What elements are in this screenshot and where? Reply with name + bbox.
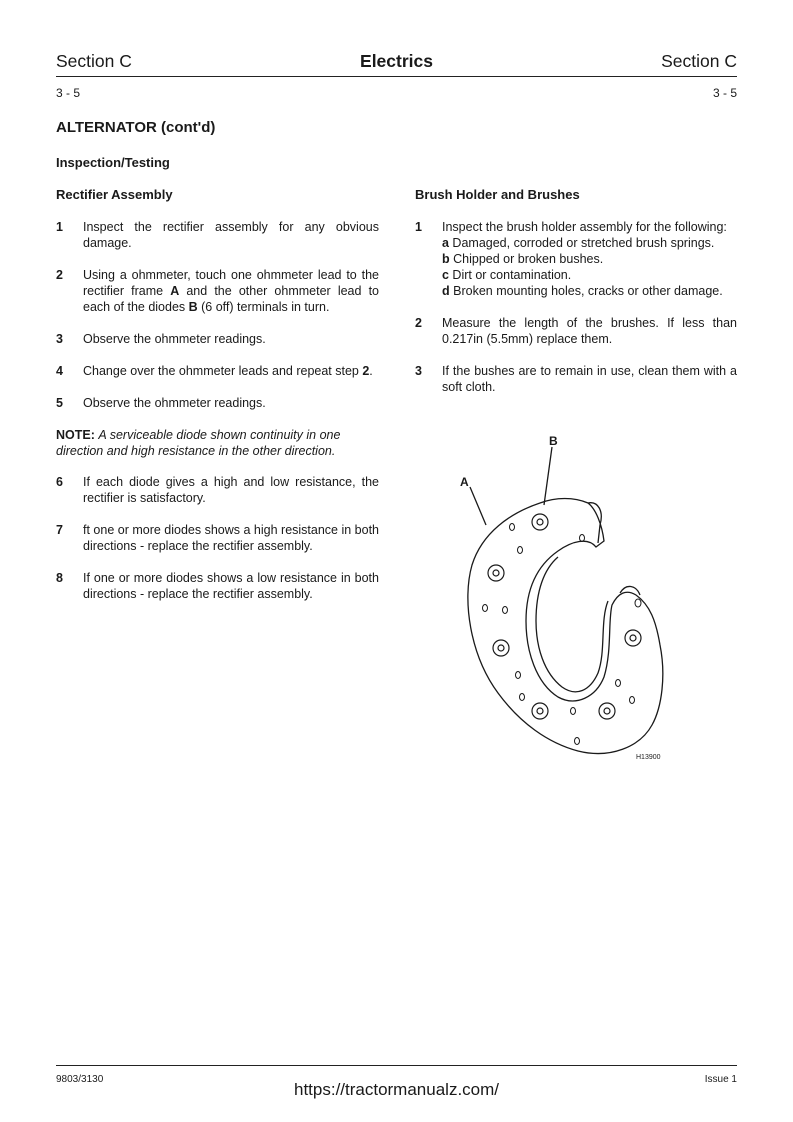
terminal bbox=[493, 640, 509, 656]
item-number: 3 bbox=[415, 364, 422, 378]
rectifier-heading: Rectifier Assembly bbox=[56, 187, 173, 202]
figure-code: H13900 bbox=[636, 754, 661, 761]
page-number-right: 3 - 5 bbox=[712, 86, 737, 100]
issue-number: Issue 1 bbox=[704, 1074, 737, 1085]
list-item bbox=[415, 315, 737, 347]
list-item bbox=[56, 219, 379, 251]
sub-item: c Dirt or contamination. bbox=[442, 268, 572, 282]
section-label-left: Section C bbox=[56, 51, 132, 71]
item-number: 1 bbox=[56, 220, 63, 234]
item-number: 2 bbox=[56, 268, 63, 282]
item-number: 3 bbox=[56, 332, 63, 346]
footer-rule bbox=[56, 1065, 737, 1066]
document-number: 9803/3130 bbox=[56, 1074, 104, 1085]
item-text: Observe the ohmmeter readings. bbox=[83, 332, 266, 346]
note-label: NOTE: bbox=[56, 428, 95, 442]
list-item bbox=[415, 363, 737, 395]
item-number: 2 bbox=[415, 316, 422, 330]
note bbox=[56, 427, 379, 459]
brush-holder-heading: Brush Holder and Brushes bbox=[415, 187, 580, 202]
item-number: 7 bbox=[56, 523, 63, 537]
plate-outline bbox=[468, 499, 663, 754]
list-item bbox=[56, 331, 379, 347]
item-number: 1 bbox=[415, 220, 422, 234]
item-number: 5 bbox=[56, 396, 63, 410]
item-text: If one or more diodes shows a low resistance in both directions - replace the rectifier assembly. bbox=[83, 571, 379, 601]
terminal-stud bbox=[537, 519, 543, 525]
brush-holder-diagram bbox=[440, 425, 700, 770]
pointer-a bbox=[470, 487, 486, 525]
list-item bbox=[56, 522, 379, 554]
item-text: Inspect the brush holder assembly for the following: bbox=[442, 220, 727, 234]
terminal-stud bbox=[498, 645, 504, 651]
figure-label-b: B bbox=[549, 434, 558, 448]
item-text: Change over the ohmmeter leads and repeat step 2. bbox=[83, 364, 373, 378]
list-item bbox=[56, 267, 379, 315]
plate-inner-edge bbox=[536, 557, 608, 692]
list-item bbox=[56, 474, 379, 506]
list-item bbox=[56, 363, 379, 379]
terminal bbox=[532, 514, 548, 530]
terminal bbox=[488, 565, 504, 581]
item-number: 8 bbox=[56, 571, 63, 585]
item-number: 4 bbox=[56, 364, 63, 378]
terminal-stud bbox=[604, 708, 610, 714]
item-text: Using a ohmmeter, touch one ohmmeter lead to the rectifier frame A and the other ohmmeter lead to each of the diodes B (6 off) terminals in turn. bbox=[83, 268, 379, 314]
list-item bbox=[56, 395, 379, 411]
subsection-heading: Inspection/Testing bbox=[56, 155, 170, 170]
item-text: If each diode gives a high and low resistance, the rectifier is satisfactory. bbox=[83, 475, 379, 505]
list-item bbox=[415, 219, 737, 299]
section-heading: ALTERNATOR (cont'd) bbox=[56, 119, 216, 136]
sub-item: b Chipped or broken bushes. bbox=[442, 252, 604, 266]
sub-item: d Broken mounting holes, cracks or other damage. bbox=[442, 284, 723, 298]
header-rule bbox=[56, 76, 737, 77]
item-text: ft one or more diodes shows a high resistance in both directions - replace the rectifier assembly. bbox=[83, 523, 380, 553]
item-text: Observe the ohmmeter readings. bbox=[83, 396, 266, 410]
item-text: Measure the length of the brushes. If less than 0.217in (5.5mm) replace them. bbox=[442, 316, 737, 346]
terminal bbox=[532, 703, 548, 719]
item-text: Inspect the rectifier assembly for any obvious damage. bbox=[83, 220, 379, 250]
pointer-b bbox=[544, 447, 552, 505]
mounting-holes bbox=[483, 524, 642, 745]
figure-label-a: A bbox=[460, 475, 469, 489]
terminal bbox=[625, 630, 641, 646]
terminal-stud bbox=[493, 570, 499, 576]
terminal bbox=[599, 703, 615, 719]
terminal-stud bbox=[537, 708, 543, 714]
section-label-right: Section C bbox=[661, 51, 737, 71]
note-text: A serviceable diode shown continuity in one direction and high resistance in the other direction. bbox=[56, 428, 341, 458]
source-url[interactable]: https://tractormanualz.com/ bbox=[293, 1080, 500, 1099]
list-item bbox=[56, 570, 379, 602]
plate-lug bbox=[588, 503, 601, 543]
sub-item: a Damaged, corroded or stretched brush springs. bbox=[442, 236, 715, 250]
item-number: 6 bbox=[56, 475, 63, 489]
page-title: Electrics bbox=[360, 51, 433, 71]
page-number-left: 3 - 5 bbox=[56, 86, 81, 100]
terminal-stud bbox=[630, 635, 636, 641]
item-text: If the bushes are to remain in use, clean them with a soft cloth. bbox=[442, 364, 737, 394]
